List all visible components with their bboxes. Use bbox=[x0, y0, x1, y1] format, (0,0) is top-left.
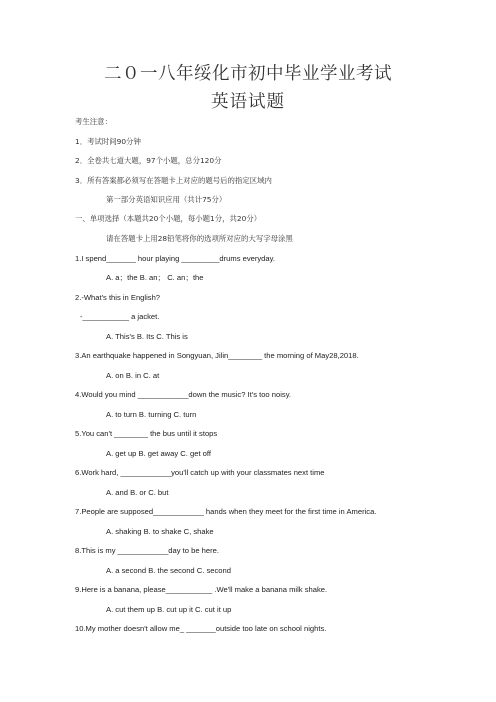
question-options: A. cut them up B. cut up it C. cut it up bbox=[106, 605, 232, 614]
question-options: A. a second B. the second C. second bbox=[106, 566, 231, 575]
question-options: A. and B. or C. but bbox=[106, 488, 169, 497]
notice-heading: 考生注意： bbox=[75, 117, 112, 126]
question-options: A. get up B. get away C. get off bbox=[106, 449, 211, 458]
question-options: A. on B. in C. at bbox=[106, 371, 160, 380]
exam-subtitle: 英语试题 bbox=[211, 92, 285, 112]
question-options: A. a；the B. an； C. an；the bbox=[106, 273, 204, 282]
section-heading: 一、单项选择（本题共20个小题，每小题1分，共20分） bbox=[75, 214, 262, 223]
notice-item: 3．所有答案都必须写在答题卡上对应的题号后的指定区域内 bbox=[75, 176, 272, 185]
notice-item: 2．全卷共七道大题，97个小题，总分120分 bbox=[75, 156, 222, 165]
question-text: 5.You can't ________ the bus until it stops bbox=[75, 429, 218, 438]
question-text: -___________ a jacket. bbox=[80, 312, 160, 321]
question-text: 3.An earthquake happened in Songyuan, Jilin________ the morning of May28,2018. bbox=[75, 351, 359, 360]
question-text: 9.Here is a banana, please___________ .We'll make a banana milk shake. bbox=[75, 585, 328, 594]
question-text: 2.-What's this in English? bbox=[75, 293, 161, 302]
question-options: A. This's B. Its C. This is bbox=[106, 332, 188, 341]
question-options: A. to turn B. turning C. turn bbox=[106, 410, 197, 419]
question-text: 1.I spend_______ hour playing _________drums everyday. bbox=[75, 254, 275, 263]
notice-item: 1．考试时间90分钟 bbox=[75, 137, 141, 146]
question-text: 7.People are supposed____________ hands when they meet for the first time in America. bbox=[75, 507, 377, 516]
question-text: 8.This is my ____________day to be here. bbox=[75, 546, 219, 555]
section-instruction: 请在答题卡上用28铅笔将你的选项所对应的大写字母涂黑 bbox=[106, 234, 293, 243]
question-text: 10.My mother doesn't allow me_ _______outside too late on school nights. bbox=[75, 624, 327, 633]
question-text: 4.Would you mind ____________down the music? It's too noisy. bbox=[75, 390, 292, 399]
question-options: A. shaking B. to shake C, shake bbox=[106, 527, 214, 536]
question-text: 6.Work hard, ____________you'll catch up with your classmates next time bbox=[75, 468, 325, 477]
part-heading: 第一部分英语知识应用（共计75分） bbox=[106, 195, 227, 204]
exam-title: 二０一八年绥化市初中毕业学业考试 bbox=[104, 64, 392, 84]
